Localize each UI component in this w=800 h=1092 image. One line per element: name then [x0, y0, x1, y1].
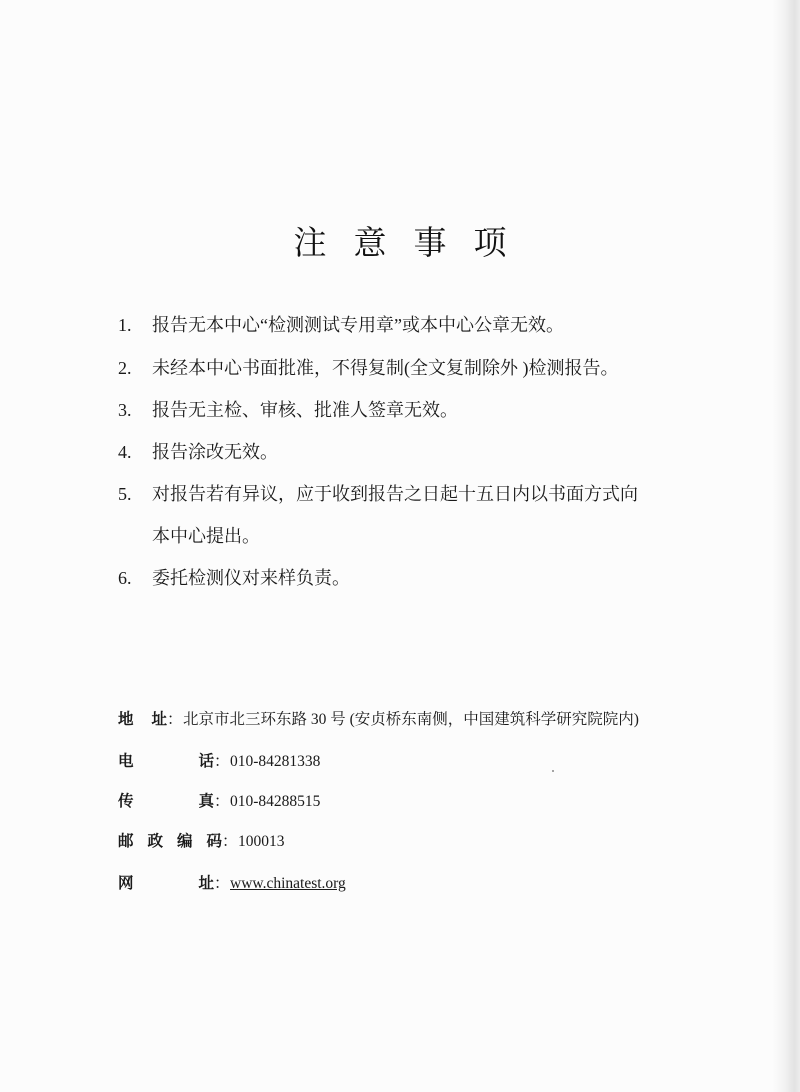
note-text: 委托检测仪对来样负责。 — [152, 568, 350, 588]
label-char: 真 — [198, 793, 214, 810]
note-text-continuation: 本中心提出。 — [152, 526, 260, 546]
contact-fax-row — [118, 790, 320, 814]
note-text: 未经本中心书面批准，不得复制(全文复制除外 )检测报告。 — [152, 358, 619, 378]
colon: ： — [222, 833, 238, 850]
note-number: 1. — [118, 315, 132, 335]
note-number: 5. — [118, 484, 132, 504]
postal-code-label — [118, 830, 222, 854]
fax-label — [118, 790, 214, 814]
label-char: 址 — [198, 875, 214, 892]
website-link[interactable]: www.chinatest.org — [230, 875, 346, 892]
note-item-continuation — [118, 523, 718, 549]
phone-label — [118, 750, 214, 774]
note-item — [118, 481, 718, 507]
note-item — [118, 355, 718, 381]
label-char: 电 — [118, 753, 134, 770]
address-value: 北京市北三环东路 30 号 (安贞桥东南侧，中国建筑科学研究院院内) — [183, 711, 639, 728]
note-text: 对报告若有异议，应于收到报告之日起十五日内以书面方式向 — [152, 484, 638, 504]
note-text: 报告涂改无效。 — [152, 442, 278, 462]
label-char: 传 — [118, 793, 134, 810]
note-number: 3. — [118, 400, 132, 420]
website-label — [118, 872, 214, 896]
note-item — [118, 397, 718, 423]
note-number: 2. — [118, 358, 132, 378]
scan-edge-shadow — [772, 0, 800, 1092]
postal-code-value: 100013 — [238, 833, 285, 850]
note-item — [118, 312, 718, 338]
label-char: 话 — [198, 753, 214, 770]
label-char: 地 — [118, 711, 134, 728]
label-char: 政 — [147, 833, 163, 850]
label-char: 网 — [118, 875, 134, 892]
label-char: 编 — [176, 833, 193, 850]
address-label — [118, 708, 167, 732]
note-text: 报告无主检、审核、批准人签章无效。 — [152, 400, 458, 420]
contact-phone-row — [118, 750, 320, 774]
contact-postal-row — [118, 830, 285, 854]
fax-value: 010-84288515 — [230, 793, 321, 810]
label-char: 址 — [151, 711, 167, 728]
page-title: 注意事项 — [293, 226, 534, 262]
label-char: 邮 — [118, 833, 134, 850]
scan-speck — [552, 770, 554, 772]
note-item — [118, 565, 718, 591]
note-item — [118, 439, 718, 465]
note-number: 6. — [118, 568, 132, 588]
colon: ： — [214, 753, 230, 770]
label-char: 码 — [206, 833, 222, 850]
phone-value: 010-84281338 — [230, 753, 321, 770]
website-value[interactable] — [230, 872, 346, 896]
note-number: 4. — [118, 442, 132, 462]
colon: ： — [214, 875, 230, 892]
contact-website-row — [118, 872, 346, 896]
note-text: 报告无本中心“检测测试专用章”或本中心公章无效。 — [152, 315, 564, 335]
colon: ： — [214, 793, 230, 810]
colon: ： — [167, 711, 183, 728]
contact-address-row — [118, 708, 639, 732]
